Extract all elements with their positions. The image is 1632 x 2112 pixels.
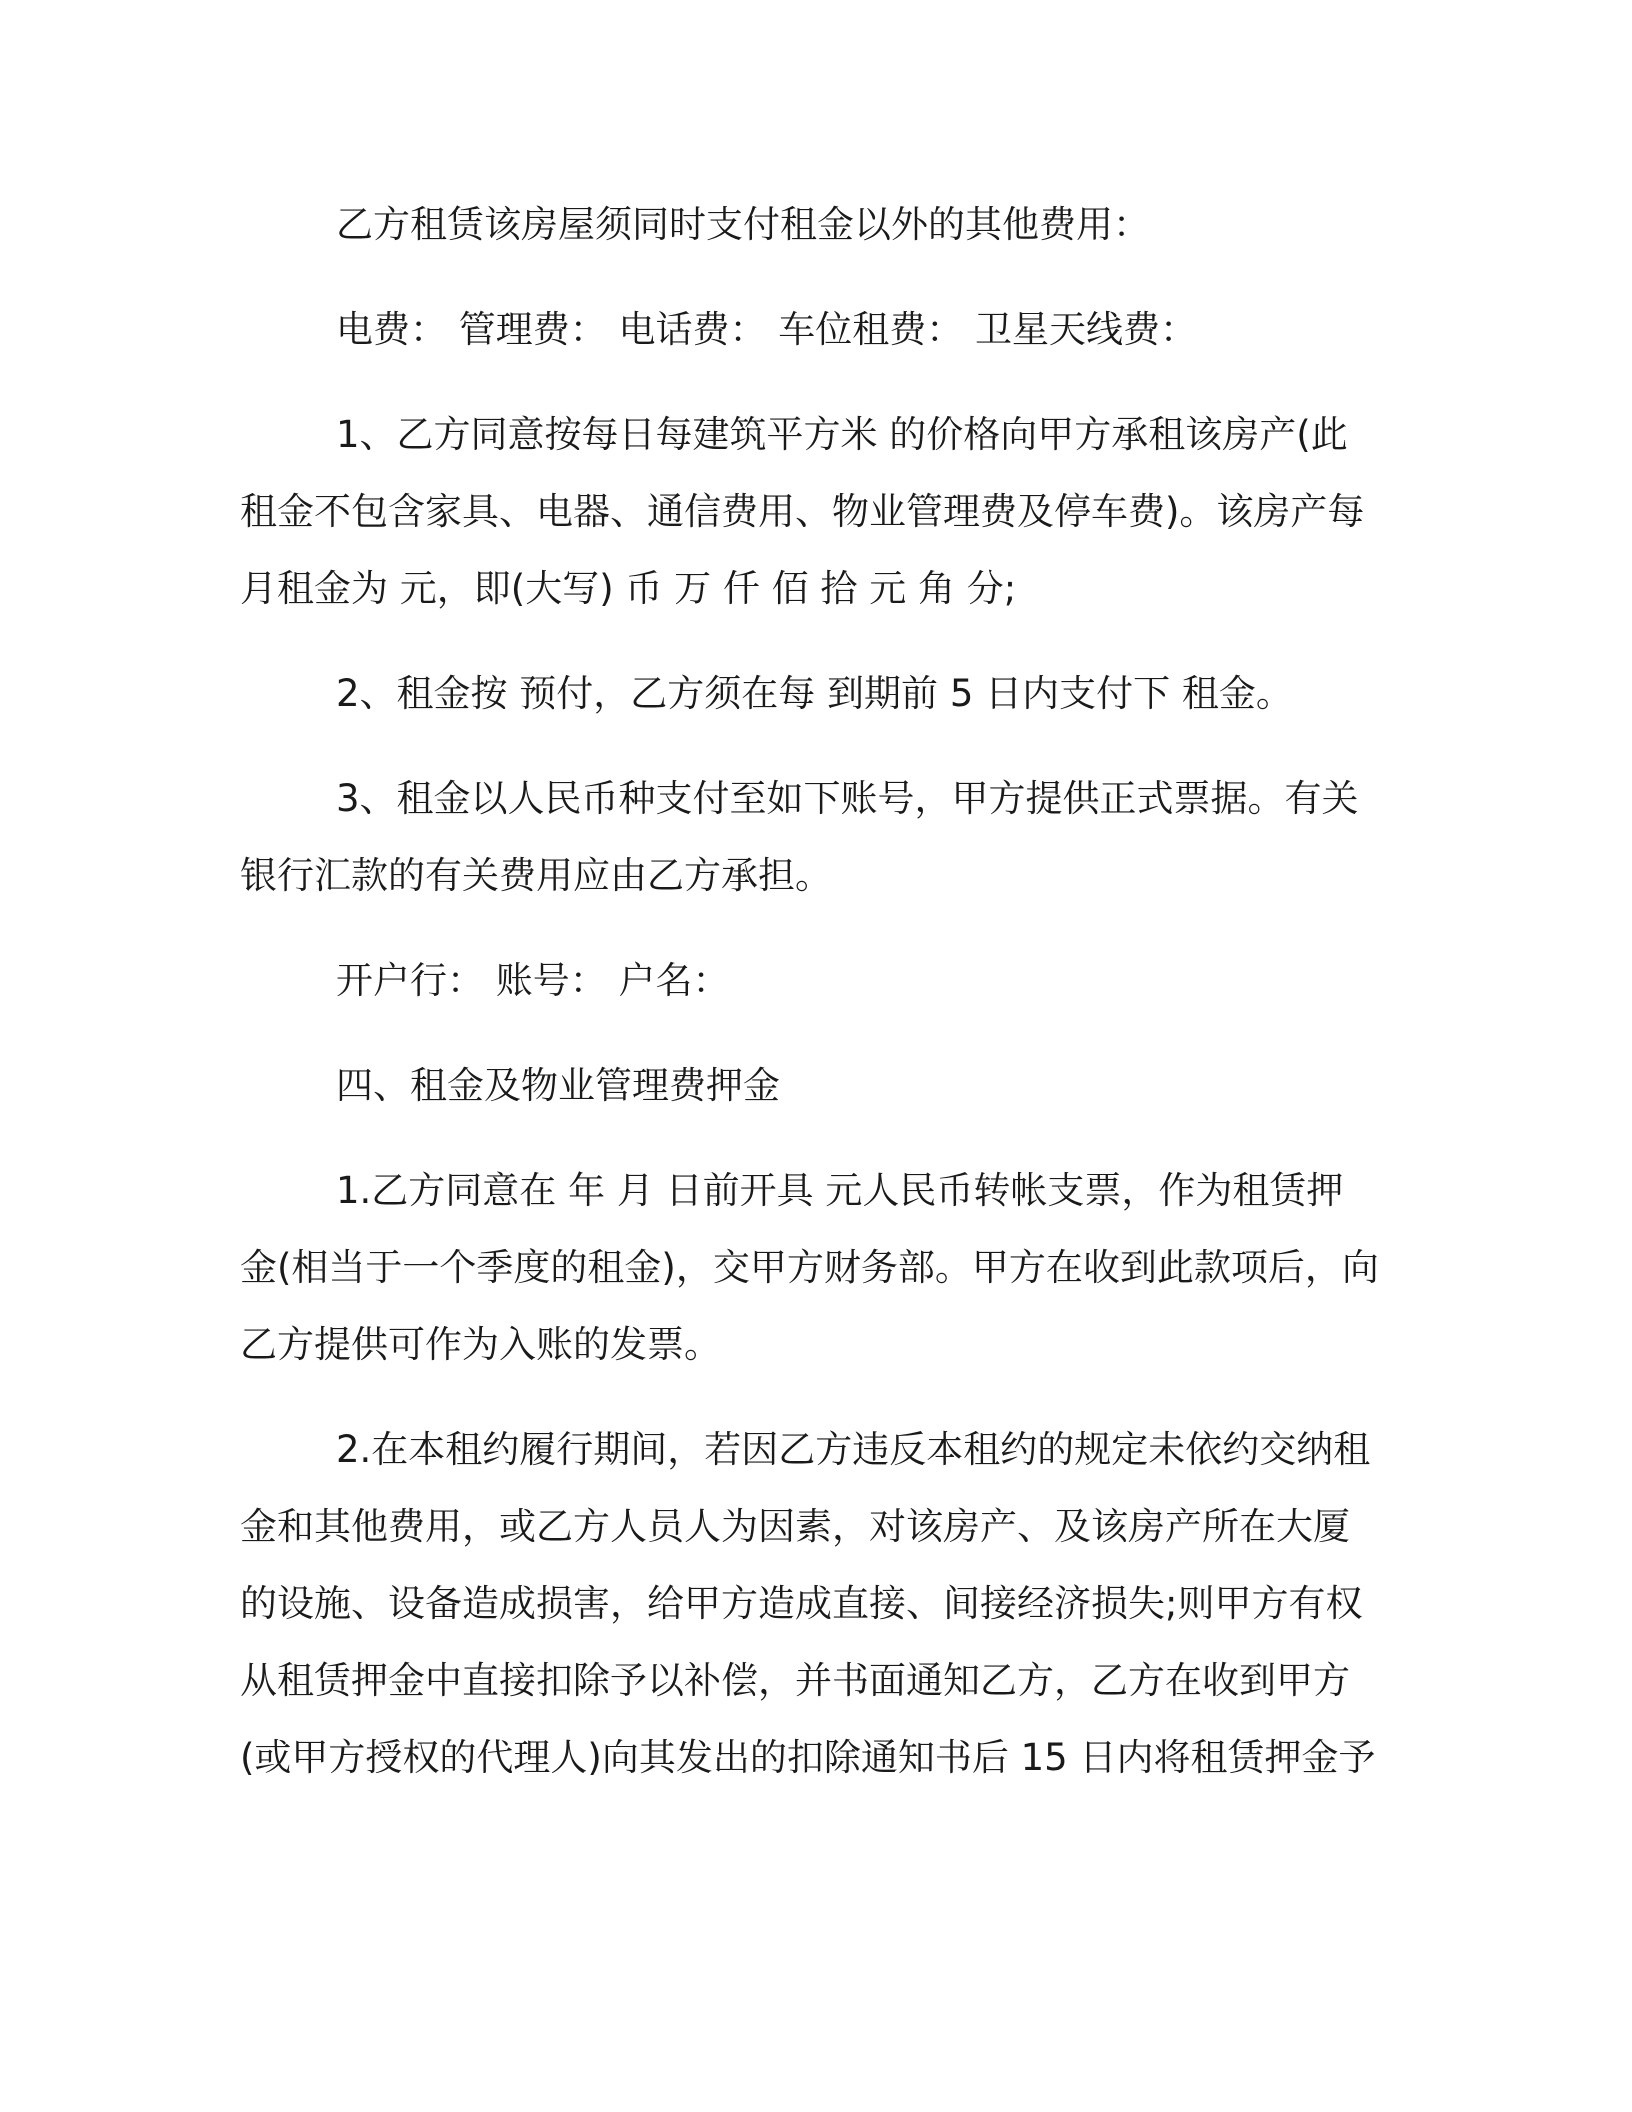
paragraph-other-fees: 乙方租赁该房屋须同时支付租金以外的其他费用： [336, 203, 1150, 246]
paragraph-deposit-clause-1: 1.乙方同意在 年 月 日前开具 元人民币转帐支票，作为租赁押金(相当于一个季度的租金)，交甲方财务部。甲方在收到此款项后，向乙方提供可作为入账的发票。 [240, 1169, 1379, 1366]
section-heading-deposit: 四、租金及物业管理费押金 [336, 1064, 780, 1107]
paragraph-clause-1-rent-price: 1、乙方同意按每日每建筑平方米 的价格向甲方承租该房产(此租金不包含家具、电器、通信费用、物业管理费及停车费)。该房产每月租金为 元，即(大写) 币 万 仟 佰 拾 元 角 分; [240, 413, 1365, 610]
paragraph-clause-2-prepayment: 2、租金按 预付，乙方须在每 到期前 5 日内支付下 租金。 [336, 672, 1293, 715]
document-body [240, 186, 1380, 1824]
paragraph-bank-info: 开户行： 账号： 户名： [336, 959, 730, 1002]
paragraph-clause-3-payment-account: 3、租金以人民币种支付至如下账号，甲方提供正式票据。有关银行汇款的有关费用应由乙方承担。 [240, 777, 1359, 897]
paragraph-deposit-clause-2: 2.在本租约履行期间，若因乙方违反本租约的规定未依约交纳租金和其他费用，或乙方人员人为因素，对该房产、及该房产所在大厦的设施、设备造成损害，给甲方造成直接、间接经济损失;则甲方有权从租赁押金中直接扣除予以补偿，并书面通知乙方，乙方在收到甲方(或甲方授权的代理人)向其发出的扣除通知书后 15 日内将租赁押金予 [240, 1428, 1376, 1779]
paragraph-fee-items: 电费： 管理费： 电话费： 车位租费： 卫星天线费： [336, 308, 1198, 351]
